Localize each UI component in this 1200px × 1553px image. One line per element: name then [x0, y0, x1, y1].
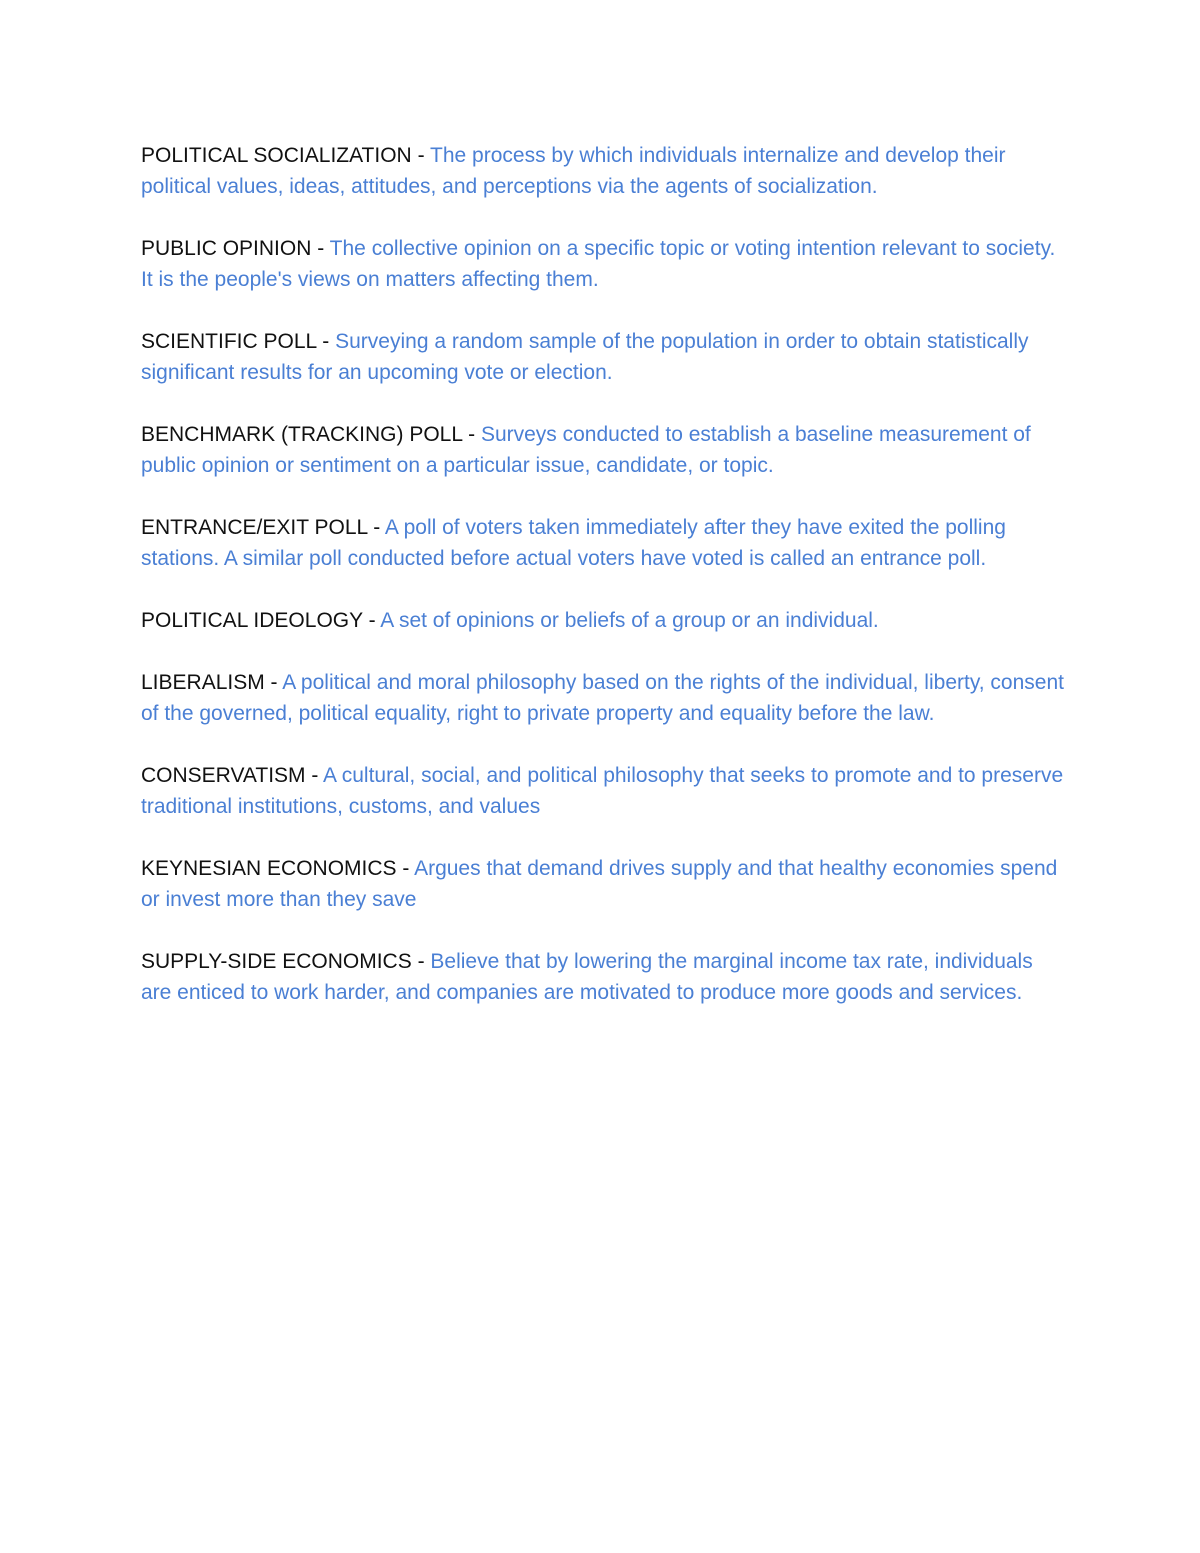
entry-definition: A political and moral philosophy based on the rights of the individual, liberty, consent of the governed, political equality, right to private property and equality before the law. [141, 671, 1064, 725]
entry-term: LIBERALISM [141, 671, 265, 694]
glossary-entry: POLITICAL IDEOLOGY - A set of opinions or beliefs of a group or an individual. [141, 609, 879, 632]
entry-definition: A cultural, social, and political philosophy that seeks to promote and to preserve traditional institutions, customs, and values [141, 764, 1064, 818]
glossary-entry: SUPPLY-SIDE ECONOMICS - Believe that by lowering the marginal income tax rate, individuals are enticed to work harder, and companies are motivated to produce more goods and services. [141, 950, 1033, 1004]
entry-term: POLITICAL IDEOLOGY [141, 609, 363, 632]
entry-term: KEYNESIAN ECONOMICS [141, 857, 397, 880]
entry-term: SCIENTIFIC POLL [141, 330, 317, 353]
glossary-list [141, 140, 1066, 1039]
entry-term: POLITICAL SOCIALIZATION [141, 144, 412, 167]
entry-term: PUBLIC OPINION [141, 237, 312, 260]
glossary-entry: POLITICAL SOCIALIZATION - The process by which individuals internalize and develop their political values, ideas, attitudes, and perceptions via the agents of socialization. [141, 144, 1006, 198]
entry-term: BENCHMARK (TRACKING) POLL [141, 423, 463, 446]
glossary-entry: KEYNESIAN ECONOMICS - Argues that demand drives supply and that healthy economies spend or invest more than they save [141, 857, 1058, 911]
entry-term: SUPPLY-SIDE ECONOMICS [141, 950, 412, 973]
glossary-entry: BENCHMARK (TRACKING) POLL - Surveys conducted to establish a baseline measurement of public opinion or sentiment on a particular issue, candidate, or topic. [141, 423, 1031, 477]
entry-definition: Argues that demand drives supply and that healthy economies spend or invest more than they save [141, 857, 1058, 911]
entry-definition: The collective opinion on a specific topic or voting intention relevant to society. It is the people's views on matters affecting them. [141, 237, 1056, 291]
glossary-entry: SCIENTIFIC POLL - Surveying a random sample of the population in order to obtain statistically significant results for an upcoming vote or election. [141, 330, 1029, 384]
entry-definition: Surveys conducted to establish a baseline measurement of public opinion or sentiment on a particular issue, candidate, or topic. [141, 423, 1031, 477]
glossary-entry: PUBLIC OPINION - The collective opinion on a specific topic or voting intention relevant to society. It is the people's views on matters affecting them. [141, 237, 1056, 291]
glossary-entry: LIBERALISM - A political and moral philosophy based on the rights of the individual, liberty, consent of the governed, political equality, right to private property and equality before the law. [141, 671, 1064, 725]
entry-term: ENTRANCE/EXIT POLL [141, 516, 368, 539]
glossary-entry: ENTRANCE/EXIT POLL - A poll of voters taken immediately after they have exited the polling stations. A similar poll conducted before actual voters have voted is called an entrance poll. [141, 516, 1006, 570]
entry-term: CONSERVATISM [141, 764, 306, 787]
entry-definition: Believe that by lowering the marginal income tax rate, individuals are enticed to work harder, and companies are motivated to produce more goods and services. [141, 950, 1033, 1004]
glossary-entry: CONSERVATISM - A cultural, social, and political philosophy that seeks to promote and to preserve traditional institutions, customs, and values [141, 764, 1064, 818]
entry-definition: The process by which individuals internalize and develop their political values, ideas, attitudes, and perceptions via the agents of socialization. [141, 144, 1006, 198]
entry-definition: Surveying a random sample of the population in order to obtain statistically significant results for an upcoming vote or election. [141, 330, 1029, 384]
entry-definition: A set of opinions or beliefs of a group or an individual. [380, 609, 879, 632]
entry-definition: A poll of voters taken immediately after they have exited the polling stations. A similar poll conducted before actual voters have voted is called an entrance poll. [141, 516, 1006, 570]
